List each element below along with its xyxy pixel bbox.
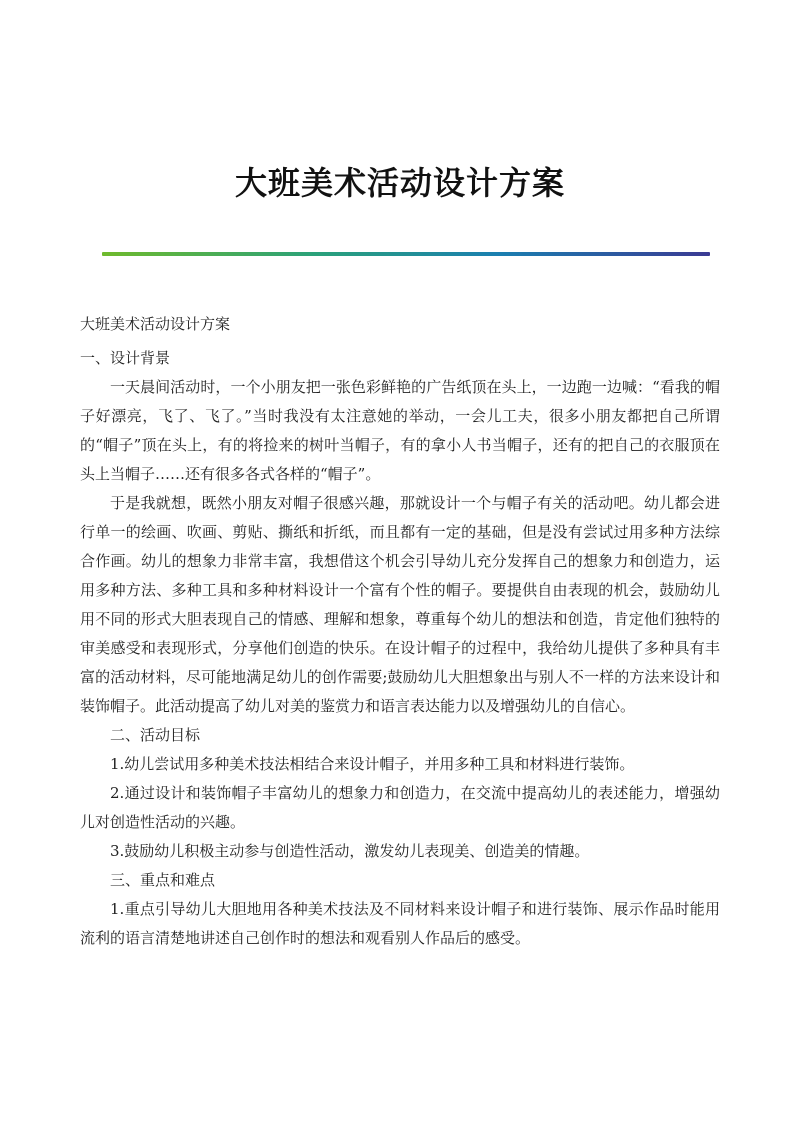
document-heading: 大班美术活动设计方案 bbox=[80, 315, 231, 333]
paragraph: 一天晨间活动时，一个小朋友把一张色彩鲜艳的广告纸顶在头上，一边跑一边喊：“看我的帽子好漂亮，飞了、飞了。”当时我没有太注意她的举动，一会儿工夫，很多小朋友都把自己所谓的“帽子”顶在头上，有的将捡来的树叶当帽子，有的拿小人书当帽子，还有的把自己的衣服顶在头上当帽子……还有很多各式各样的“帽子”。 bbox=[80, 378, 720, 483]
paragraph: 2.通过设计和装饰帽子丰富幼儿的想象力和创造力，在交流中提高幼儿的表述能力，增强幼儿对创造性活动的兴趣。 bbox=[80, 784, 720, 831]
paragraph: 1.幼儿尝试用多种美术技法相结合来设计帽子，并用多种工具和材料进行装饰。 bbox=[110, 755, 635, 773]
title-divider bbox=[102, 252, 710, 256]
section-heading-goals: 二、活动目标 bbox=[110, 726, 201, 744]
paragraph: 于是我就想，既然小朋友对帽子很感兴趣，那就设计一个与帽子有关的活动吧。幼儿都会进行单一的绘画、吹画、剪贴、撕纸和折纸，而且都有一定的基础，但是没有尝试过用多种方法综合作画。幼儿的想象力非常丰富，我想借这个机会引导幼儿充分发挥自己的想象力和创造力，运用多种方法、多种工具和多种材料设计一个富有个性的帽子。要提供自由表现的机会，鼓励幼儿用不同的形式大胆表现自己的情感、理解和想象，尊重每个幼儿的想法和创造，肯定他们独特的审美感受和表现形式，分享他们创造的快乐。在设计帽子的过程中，我给幼儿提供了多种具有丰富的活动材料，尽可能地满足幼儿的创作需要;鼓励幼儿大胆想象出与别人不一样的方法来设计和装饰帽子。此活动提高了幼儿对美的鉴赏力和语言表达能力以及增强幼儿的自信心。 bbox=[80, 494, 720, 715]
document-body bbox=[80, 310, 720, 953]
section-heading-key-points: 三、重点和难点 bbox=[110, 871, 216, 889]
paragraph: 3.鼓励幼儿积极主动参与创造性活动，激发幼儿表现美、创造美的情趣。 bbox=[110, 842, 590, 860]
paragraph: 1.重点引导幼儿大胆地用各种美术技法及不同材料来设计帽子和进行装饰、展示作品时能用流利的语言清楚地讲述自己创作时的想法和观看别人作品后的感受。 bbox=[80, 900, 720, 947]
document-title: 大班美术活动设计方案 bbox=[234, 164, 565, 202]
section-heading-background: 一、设计背景 bbox=[80, 349, 171, 367]
